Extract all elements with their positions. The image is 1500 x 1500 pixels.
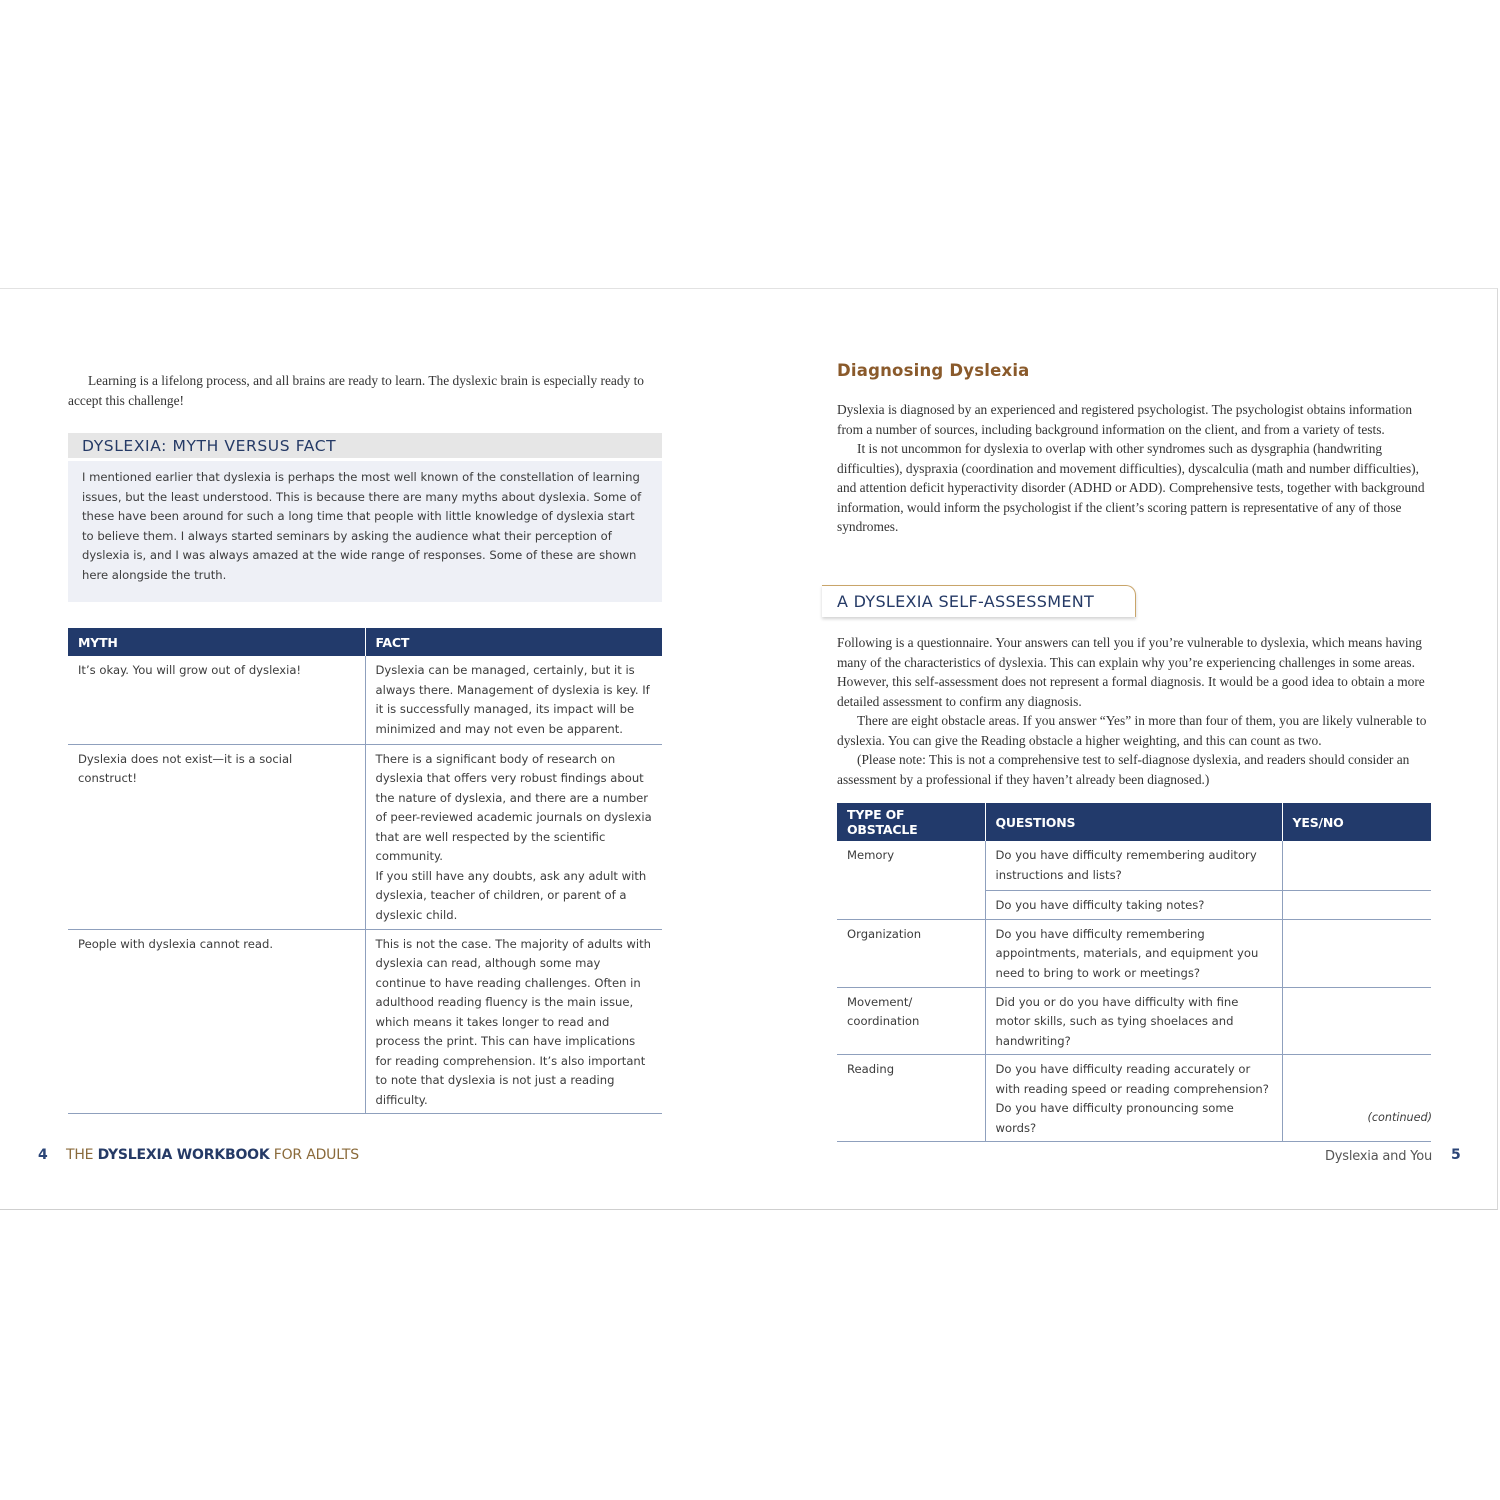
diagnosing-paragraph: Dyslexia is diagnosed by an experienced and registered psychologist. The psychologist obtains information from a number of sources, including background information on the client, and from a variety of tests. bbox=[837, 402, 1413, 437]
right-running-title: Dyslexia and You bbox=[1324, 1149, 1432, 1164]
question-cell: Do you have difficulty remembering appointments, materials, and equipment you need to bring to work or meetings? bbox=[985, 919, 1282, 987]
myth-fact-heading: DYSLEXIA: MYTH VERSUS FACT bbox=[68, 433, 662, 458]
self-assessment-text bbox=[837, 633, 1431, 789]
fact-text: This is not the case. The majority of adults with dyslexia can read, although some may continue to have reading challenges. Often in adulthood reading fluency is the main issue, which means it takes longer to read and process the print. This can have implications for reading comprehension. It’s also important to note that dyslexia is not just a reading difficulty. bbox=[375, 936, 652, 1107]
myth-cell: Dyslexia does not exist—it is a social construct! bbox=[68, 744, 365, 929]
continued-note: (continued) bbox=[1367, 1111, 1432, 1124]
yes-no-cell[interactable] bbox=[1282, 890, 1431, 919]
fact-text: If you still have any doubts, ask any adult with dyslexia, teacher of children, or parent of a dyslexic child. bbox=[375, 868, 647, 922]
self-assessment-paragraph: There are eight obstacle areas. If you answer “Yes” in more than four of them, you are likely vulnerable to dyslexia. You can give the Reading obstacle a higher weighting, and this can count as two. bbox=[837, 713, 1427, 748]
fact-cell bbox=[365, 929, 662, 1114]
fact-header: FACT bbox=[365, 628, 662, 656]
yes-no-cell[interactable] bbox=[1282, 1055, 1431, 1142]
question-cell: Do you have difficulty reading accurately or with reading speed or reading comprehension? Do you have difficulty pronouncing some words? bbox=[985, 1055, 1282, 1142]
right-page-number: 5 bbox=[1451, 1147, 1461, 1163]
obstacle-type: Movement/ coordination bbox=[837, 987, 985, 1055]
fact-cell bbox=[365, 656, 662, 744]
question-cell: Do you have difficulty taking notes? bbox=[985, 890, 1282, 919]
myth-fact-box bbox=[68, 461, 662, 602]
book-spread bbox=[0, 288, 1498, 1210]
table-row bbox=[837, 841, 1431, 890]
table-header-row bbox=[837, 803, 1431, 841]
table-row bbox=[68, 656, 662, 744]
title-bold: DYSLEXIA WORKBOOK bbox=[97, 1147, 270, 1163]
table-header-row bbox=[68, 628, 662, 656]
left-page-number: 4 bbox=[38, 1147, 48, 1163]
obstacle-type: Reading bbox=[837, 1055, 985, 1142]
question-cell: Did you or do you have difficulty with fine motor skills, such as tying shoelaces and handwriting? bbox=[985, 987, 1282, 1055]
myth-cell: It’s okay. You will grow out of dyslexia! bbox=[68, 656, 365, 744]
title-prefix: THE bbox=[66, 1147, 98, 1163]
yes-no-cell[interactable] bbox=[1282, 841, 1431, 890]
table-row bbox=[68, 744, 662, 929]
yes-no-cell[interactable] bbox=[1282, 987, 1431, 1055]
fact-text: There is a significant body of research on dyslexia that offers very robust findings about the nature of dyslexia, and there are a number of peer-reviewed academic journals on dyslexia that are well respected by the scientific community. bbox=[375, 751, 652, 863]
table-row bbox=[837, 919, 1431, 987]
self-assessment-table bbox=[837, 803, 1431, 1142]
diagnosing-heading: Diagnosing Dyslexia bbox=[837, 361, 1030, 380]
myth-cell: People with dyslexia cannot read. bbox=[68, 929, 365, 1114]
intro-paragraph: Learning is a lifelong process, and all brains are ready to learn. The dyslexic brain is especially ready to accept this challenge! bbox=[68, 373, 645, 408]
yes-no-cell[interactable] bbox=[1282, 919, 1431, 987]
questions-header: QUESTIONS bbox=[985, 803, 1282, 841]
table-row bbox=[68, 929, 662, 1114]
type-header: TYPE OF OBSTACLE bbox=[837, 803, 985, 841]
self-assessment-heading-tab bbox=[822, 585, 1136, 617]
table-row bbox=[837, 1055, 1431, 1142]
left-running-title bbox=[66, 1147, 359, 1163]
self-assessment-paragraph: Following is a questionnaire. Your answers can tell you if you’re vulnerable to dyslexia, which means having many of the characteristics of dyslexia. This can explain why you’re experiencing challenges in some areas. However, this self-assessment does not represent a formal diagnosis. It would be a good idea to obtain a more detailed assessment to confirm any diagnosis. bbox=[837, 635, 1425, 709]
yes-no-header: YES/NO bbox=[1282, 803, 1431, 841]
fact-cell bbox=[365, 744, 662, 929]
question-cell: Do you have difficulty remembering auditory instructions and lists? bbox=[985, 841, 1282, 890]
self-assessment-heading: A DYSLEXIA SELF-ASSESSMENT bbox=[837, 592, 1095, 611]
diagnosing-paragraph: It is not uncommon for dyslexia to overlap with other syndromes such as dysgraphia (handwriting difficulties), dyspraxia (coordination and movement difficulties), dyscalculia (math and number difficulties), and attention deficit hyperactivity disorder (ADHD or ADD). Comprehensive tests, together with background information, would inform the psychologist if the client’s scoring pattern is representative of any of those syndromes. bbox=[837, 441, 1425, 534]
myth-fact-table bbox=[68, 628, 662, 1114]
diagnosing-text bbox=[837, 400, 1431, 537]
myth-fact-box-text: I mentioned earlier that dyslexia is perhaps the most well known of the constellation of learning issues, but the least understood. This is because there are many myths about dyslexia. Some of these have been around for such a long time that people with little knowledge of dyslexia start to believe them. I always started seminars by asking the audience what their perception of dyslexia is, and I was always amazed at the wide range of responses. Some of these are shown here alongside the truth. bbox=[82, 470, 642, 582]
myth-header: MYTH bbox=[68, 628, 365, 656]
self-assessment-paragraph: (Please note: This is not a comprehensive test to self-diagnose dyslexia, and readers should consider an assessment by a professional if they haven’t already been diagnosed.) bbox=[837, 752, 1410, 787]
fact-text: Dyslexia can be managed, certainly, but it is always there. Management of dyslexia is key. If it is successfully managed, its impact will be minimized and may not even be apparent. bbox=[375, 663, 650, 736]
obstacle-type: Memory bbox=[837, 841, 985, 919]
obstacle-type: Organization bbox=[837, 919, 985, 987]
title-suffix: FOR ADULTS bbox=[269, 1147, 359, 1163]
table-row bbox=[837, 987, 1431, 1055]
